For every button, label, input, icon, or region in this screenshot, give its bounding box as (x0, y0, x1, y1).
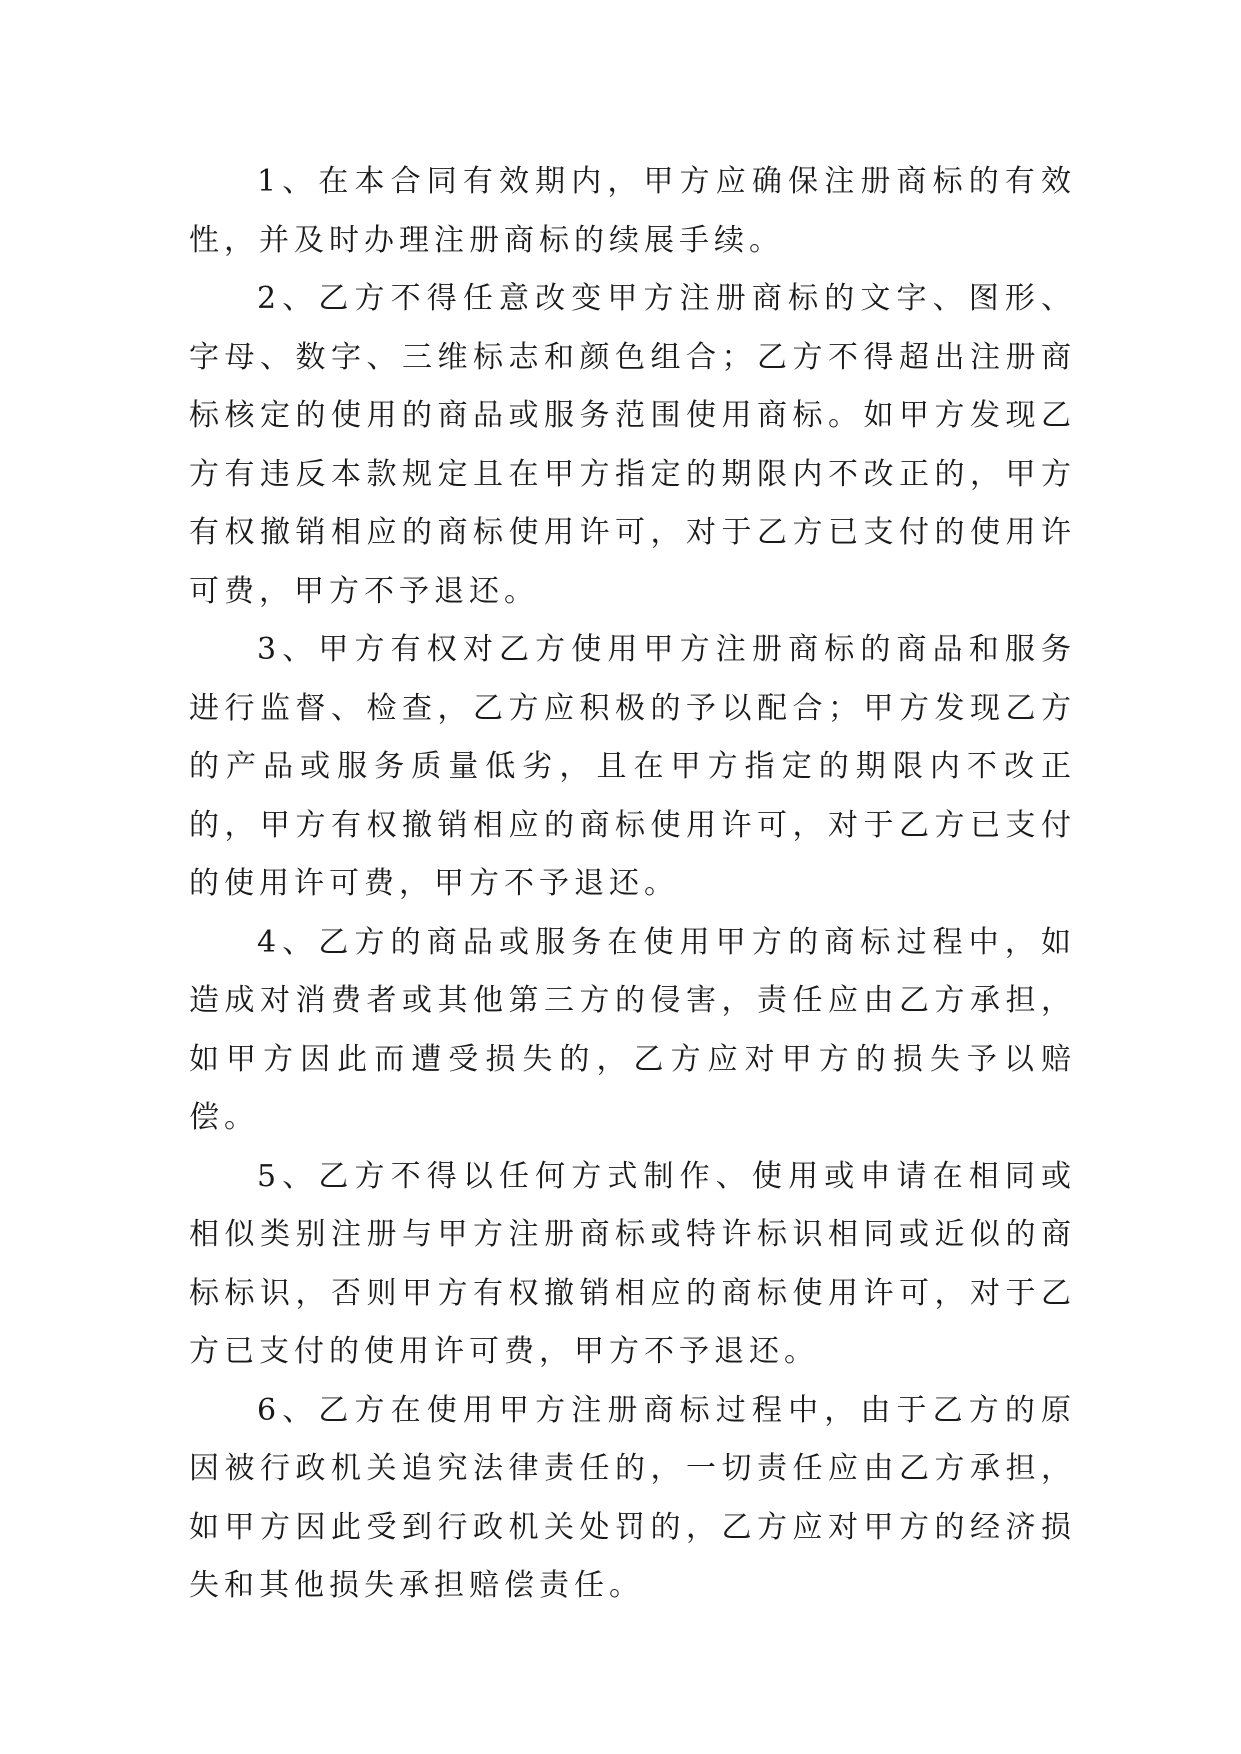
clause-paragraph-4: 4、乙方的商品或服务在使用甲方的商标过程中，如造成对消费者或其他第三方的侵害，责任应由乙方承担，如甲方因此而遭受损失的，乙方应对甲方的损失予以赔偿。 (189, 924, 1076, 1135)
clause-paragraph-3: 3、甲方有权对乙方使用甲方注册商标的商品和服务进行监督、检查，乙方应积极的予以配合；甲方发现乙方的产品或服务质量低劣，且在甲方指定的期限内不改正的，甲方有权撤销相应的商标使用许可，对于乙方已支付的使用许可费，甲方不予退还。 (189, 632, 1076, 901)
clause-paragraph-2: 2、乙方不得任意改变甲方注册商标的文字、图形、字母、数字、三维标志和颜色组合；乙方不得超出注册商标核定的使用的商品或服务范围使用商标。如甲方发现乙方有违反本款规定且在甲方指定的期限内不改正的，甲方有权撤销相应的商标使用许可，对于乙方已支付的使用许可费，甲方不予退还。 (189, 281, 1076, 609)
clause-paragraph-6: 6、乙方在使用甲方注册商标过程中，由于乙方的原因被行政机关追究法律责任的，一切责任应由乙方承担，如甲方因此受到行政机关处罚的，乙方应对甲方的经济损失和其他损失承担赔偿责任。 (189, 1392, 1076, 1603)
clause-paragraph-1: 1、在本合同有效期内，甲方应确保注册商标的有效性，并及时办理注册商标的续展手续。 (189, 164, 1076, 258)
clause-paragraph-5: 5、乙方不得以任何方式制作、使用或申请在相同或相似类别注册与甲方注册商标或特许标识相同或近似的商标标识，否则甲方有权撤销相应的商标使用许可，对于乙方已支付的使用许可费，甲方不予退还。 (189, 1158, 1076, 1369)
document-body (189, 153, 1076, 1616)
